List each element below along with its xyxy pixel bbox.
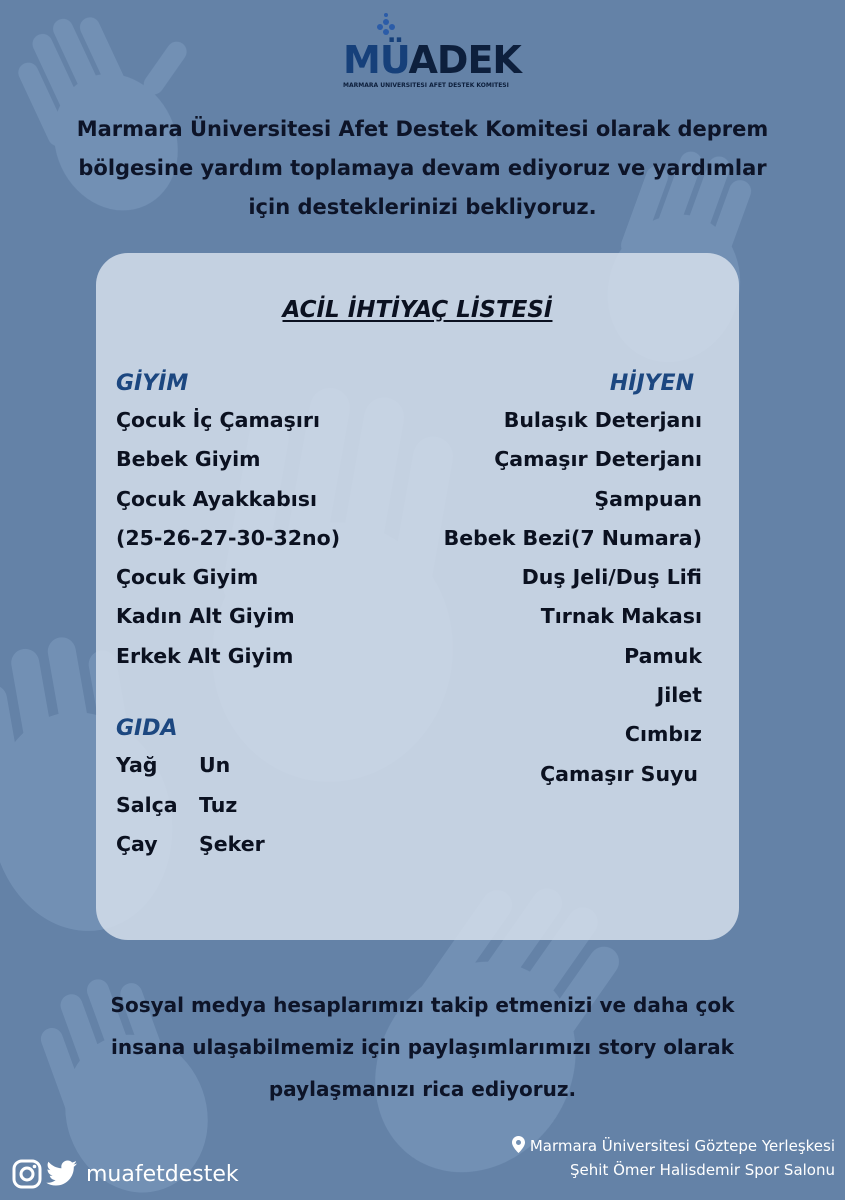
category-hijyen: HİJYEN: [609, 371, 694, 396]
list-item: Tuz: [199, 792, 238, 817]
list-item: Cımbız: [624, 722, 702, 747]
list-item: Çocuk Giyim: [116, 565, 259, 590]
category-gida: GIDA: [116, 716, 178, 742]
social-handles[interactable]: [12, 1158, 239, 1190]
list-item: (25-26-27-30-32no): [116, 525, 341, 550]
left-column: [116, 367, 416, 865]
list-item: Çocuk Ayakkabısı: [116, 486, 318, 511]
list-item: Bulaşık Deterjanı: [503, 408, 702, 432]
list-item: Un: [199, 753, 231, 778]
list-item: Bebek Bezi(7 Numara): [443, 525, 702, 550]
list-item: Kadın Alt Giyim: [116, 604, 295, 629]
logo-wordmark: MÜADEK: [343, 38, 521, 82]
list-item: Duş Jeli/Duş Lifi: [521, 565, 702, 590]
right-column: [396, 367, 702, 794]
food-row: [116, 786, 416, 826]
muadek-logo: [343, 12, 521, 90]
needs-list-card: [96, 253, 739, 940]
list-item: Şeker: [199, 832, 265, 857]
address-line-2: Şehit Ömer Halisdemir Spor Salonu: [570, 1161, 835, 1179]
list-item: Salça: [116, 792, 178, 817]
social-handle[interactable]: muafetdestek: [86, 1161, 239, 1187]
list-item: Bebek Giyim: [116, 447, 261, 472]
list-item: Erkek Alt Giyim: [116, 643, 294, 668]
food-row: [116, 825, 416, 865]
list-item: Çamaşır Deterjanı: [494, 447, 702, 472]
food-row: [116, 746, 416, 786]
instagram-icon[interactable]: [12, 1159, 42, 1189]
list-item: Jilet: [656, 683, 702, 708]
location-pin-icon: [512, 1136, 525, 1153]
category-giyim: GİYİM: [116, 371, 189, 396]
list-item: Şampuan: [594, 486, 702, 511]
twitter-icon[interactable]: [46, 1160, 78, 1188]
list-item: Çamaşır Suyu: [540, 761, 698, 786]
list-item: Yağ: [116, 753, 158, 778]
list-item: Pamuk: [624, 643, 702, 668]
list-item: Çocuk İç Çamaşırı: [116, 408, 320, 432]
list-title: ACİL İHTİYAÇ LİSTESİ: [282, 297, 553, 323]
address-line-1: Marmara Üniversitesi Göztepe Yerleşkesi: [435, 1134, 835, 1158]
list-item: Çay: [116, 832, 158, 857]
footer-message: Sosyal medya hesaplarımızı takip etmenizi ve daha çok insana ulaşabilmemiz için paylaşımlarımızı story olarak paylaşmanızı rica ediyoruz.: [110, 993, 735, 1101]
intro-text: Marmara Üniversitesi Afet Destek Komitesi olarak deprem bölgesine yardım toplamaya devam ediyoruz ve yardımlar için desteklerinizi bekliyoruz.: [76, 117, 769, 219]
logo-subtitle: MARMARA ÜNİVERSİTESİ AFET DESTEK KOMİTESİ: [343, 82, 509, 89]
list-item: Tırnak Makası: [540, 604, 702, 629]
address-block: [435, 1134, 835, 1182]
